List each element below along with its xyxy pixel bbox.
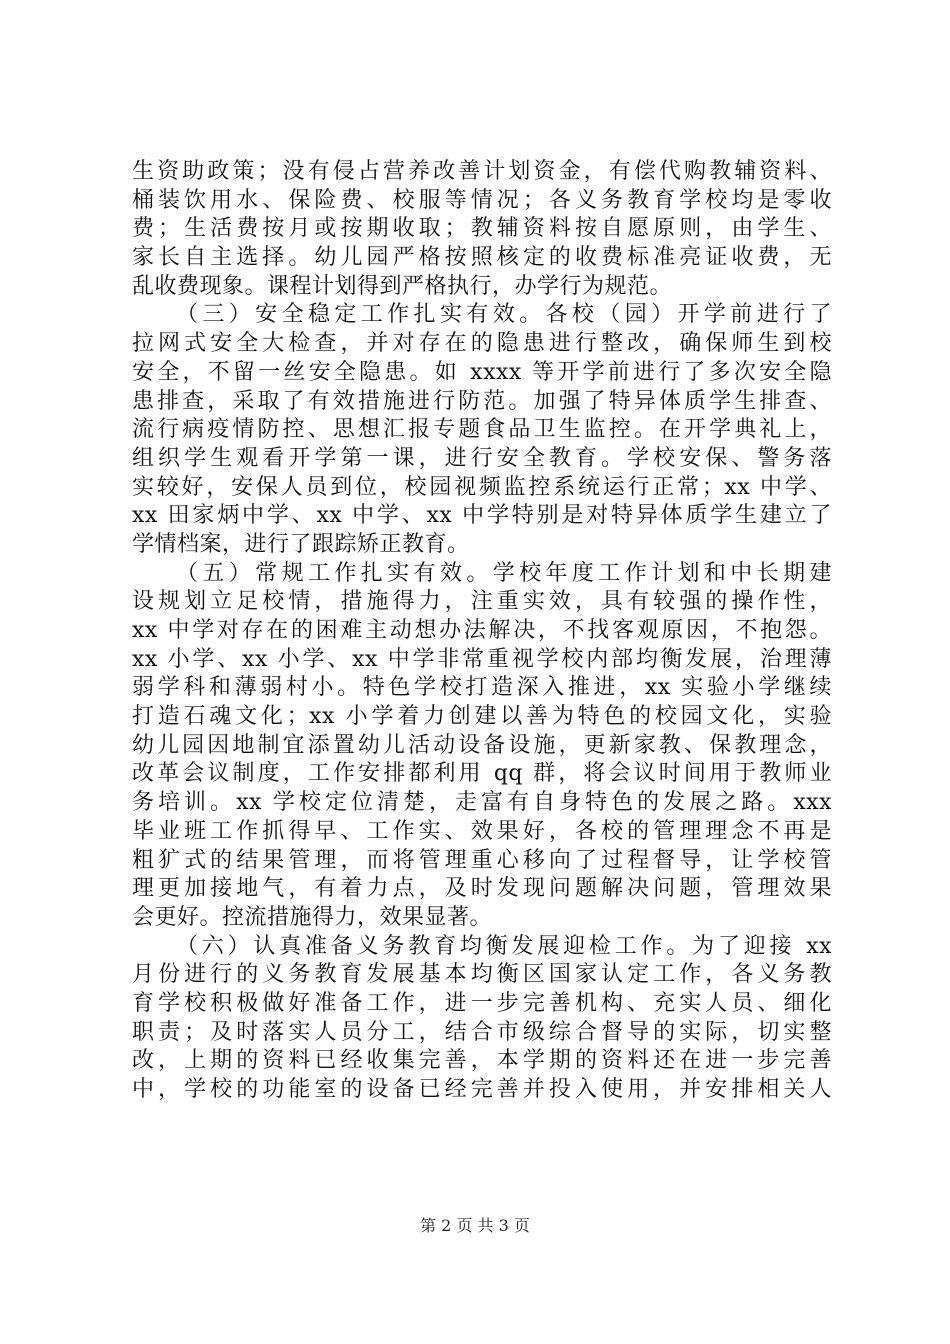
page-footer: [0, 1216, 950, 1236]
text-line: 流行病疫情防控、思想汇报专题食品卫生监控。在开学典礼上，: [132, 417, 832, 443]
text-line: 家长自主选择。幼儿园严格按照核定的收费标准亮证收费，无: [132, 245, 832, 271]
text-line: 幼儿园因地制宜添置幼儿活动设备设施，更新家教、保教理念，: [132, 732, 832, 758]
text-line: 务培训。xx 学校定位清楚，走富有自身特色的发展之路。xxx: [132, 790, 832, 816]
page-number-label: 第 2 页 共 3 页: [420, 1216, 530, 1235]
text-line: 患排查，采取了有效措施进行防范。加强了特异体质学生排查、: [132, 388, 832, 414]
text-line: 乱收费现象。课程计划得到严格执行，办学行为规范。: [132, 273, 673, 299]
section-heading-line: （六）认真准备义务教育均衡发展迎检工作。为了迎接 xx: [176, 933, 832, 959]
text-line: 月份进行的义务教育发展基本均衡区国家认定工作，各义务教: [132, 962, 832, 988]
text-line: 学情档案，进行了跟踪矫正教育。: [132, 531, 470, 557]
section-heading-line: （五）常规工作扎实有效。学校年度工作计划和中长期建: [176, 560, 832, 586]
text-line: xx 中学对存在的困难主动想办法解决，不找客观原因，不抱怨。: [132, 618, 832, 643]
text-line: 设规划立足校情，措施得力，注重实效，具有较强的操作性，: [132, 589, 832, 615]
text-line: xx 小学、xx 小学、xx 中学非常重视学校内部均衡发展，治理薄: [132, 646, 832, 672]
text-line: 职责；及时落实人员分工，结合市级综合督导的实际，切实整: [132, 1019, 832, 1045]
text-line: 弱学科和薄弱村小。特色学校打造深入推进，xx 实验小学继续: [132, 675, 832, 701]
text-line: 育学校积极做好准备工作，进一步完善机构、充实人员、细化: [132, 990, 832, 1016]
text-line: 打造石魂文化；xx 小学着力创建以善为特色的校园文化，实验: [132, 704, 832, 730]
text-line: 组织学生观看开学第一课，进行安全教育。学校安保、警务落: [132, 445, 832, 471]
text-line: xx 田家炳中学、xx 中学、xx 中学特别是对特异体质学生建立了: [132, 503, 832, 529]
text-line: 安全，不留一丝安全隐患。如 xxxx 等开学前进行了多次安全隐: [132, 359, 832, 385]
text-line: 毕业班工作抓得早、工作实、效果好，各校的管理理念不再是: [132, 818, 832, 844]
text-line: 理更加接地气，有着力点，及时发现问题解决问题，管理效果: [132, 876, 832, 902]
text-line: 生资助政策；没有侵占营养改善计划资金，有偿代购教辅资料、: [132, 159, 832, 184]
text-line: 会更好。控流措施得力，效果显著。: [132, 904, 493, 930]
text-line: 改，上期的资料已经收集完善，本学期的资料还在进一步完善: [132, 1048, 832, 1074]
text-line: 桶装饮用水、保险费、校服等情况；各义务教育学校均是零收: [132, 187, 832, 213]
text-line: 粗犷式的结果管理，而将管理重心移向了过程督导，让学校管: [132, 847, 832, 873]
text-line: 实较好，安保人员到位，校园视频监控系统运行正常；xx 中学、: [132, 474, 832, 500]
text-line: 拉网式安全大检查，并对存在的隐患进行整改，确保师生到校: [132, 331, 832, 357]
text-line: 改革会议制度，工作安排都利用 qq 群，将会议时间用于教师业: [132, 761, 832, 787]
text-line: 中，学校的功能室的设备已经完善并投入使用，并安排相关人: [132, 1077, 832, 1102]
document-body: [132, 158, 832, 1105]
text-line: 费；生活费按月或按期收取；教辅资料按自愿原则，由学生、: [132, 216, 832, 242]
section-heading-line: （三）安全稳定工作扎实有效。各校（园）开学前进行了: [176, 302, 832, 328]
